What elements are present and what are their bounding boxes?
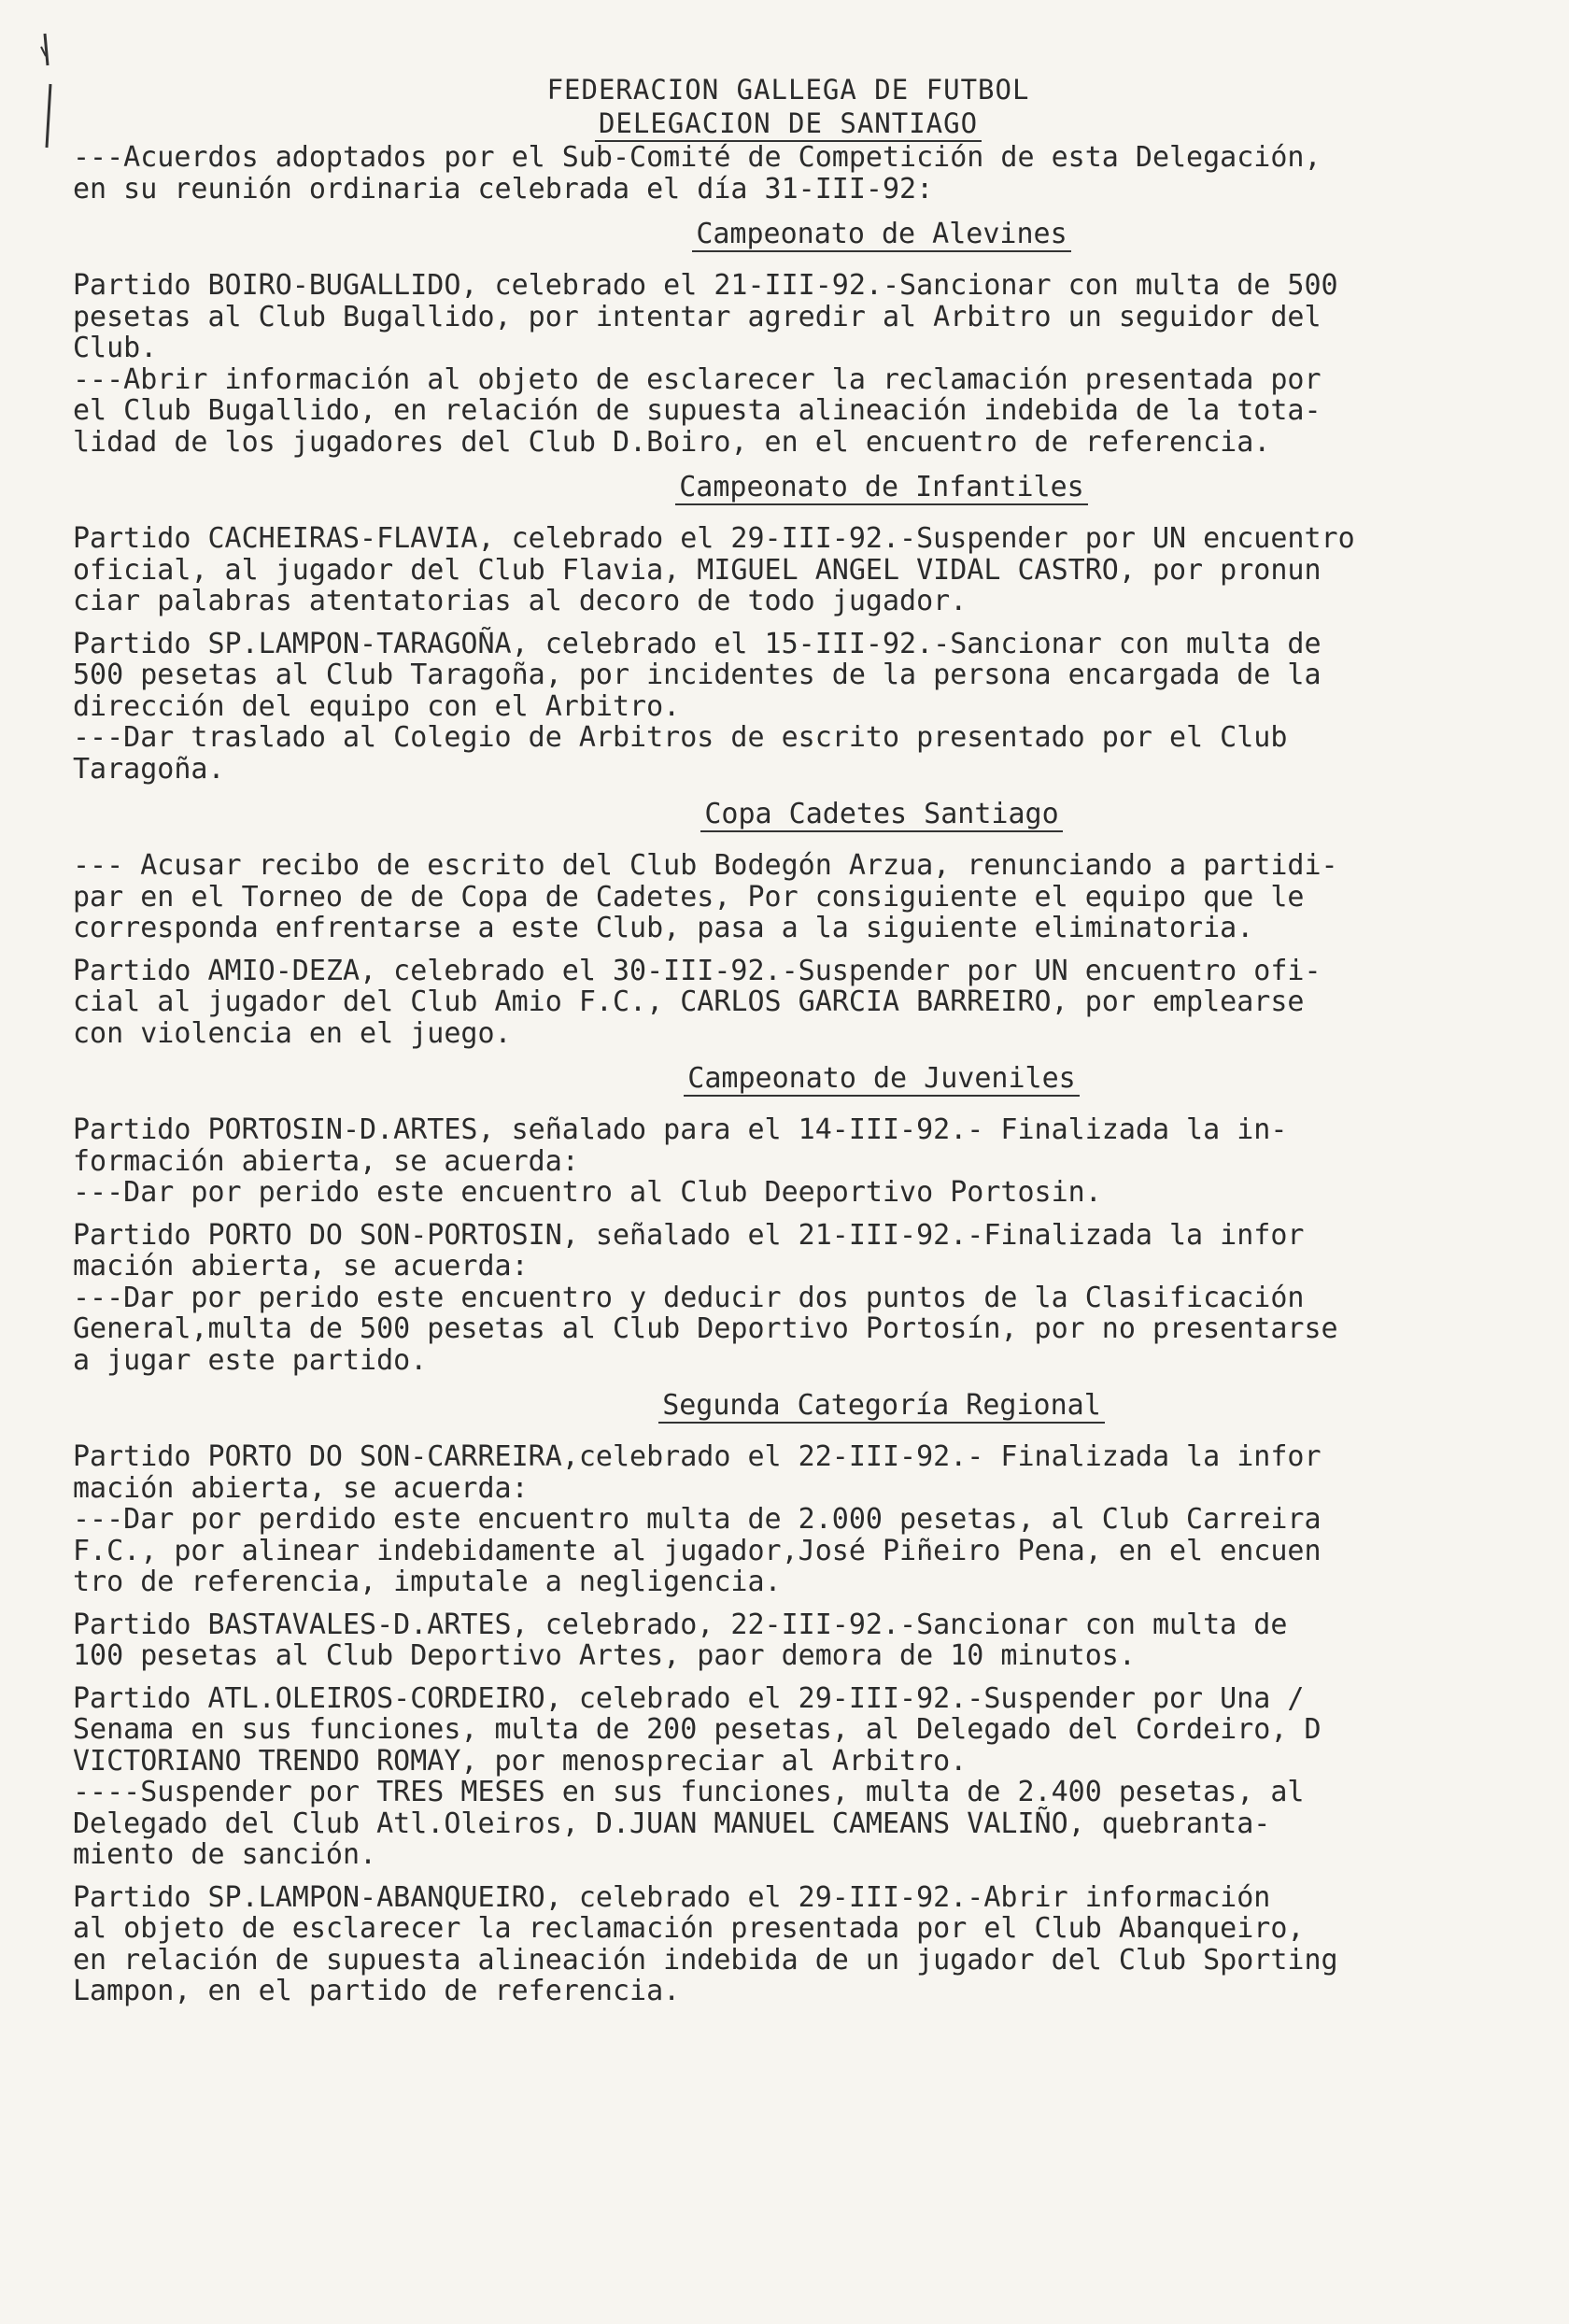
paragraph-infantiles-1: Partido CACHEIRAS-FLAVIA, celebrado el 29-III-92.-Suspender por UN encuentro oficial, al jugador del Club Flavia, MIGUEL ANGEL VIDAL CASTRO, por pronun ciar palabras atentatorias al decoro de todo jugador. bbox=[73, 522, 1355, 617]
section-title-alevines: Campeonato de Alevines bbox=[260, 218, 1504, 251]
paragraph-juveniles-1: Partido PORTOSIN-D.ARTES, señalado para el 14-III-92.- Finalizada la in- formación abierta, se acuerda: ---Dar por perido este encuentro al Club Deeportivo Portosin. bbox=[73, 1113, 1288, 1209]
paragraph-segunda-1: Partido PORTO DO SON-CARREIRA,celebrado el 22-III-92.- Finalizada la infor mación abierta, se acuerda: ---Dar por perdido este encuentro multa de 2.000 pesetas, al Club Carreira F.C., por alinear indebidamente al jugador,José Piñeiro Pena, en el encuen tro de referencia, imputale a negligencia. bbox=[73, 1440, 1322, 1598]
header-line-2: DELEGACION DE SANTIAGO bbox=[595, 106, 982, 142]
paragraph-cadetes-2: Partido AMIO-DEZA, celebrado el 30-III-92.-Suspender por UN encuentro ofi- cial al jugador del Club Amio F.C., CARLOS GARCIA BARREIRO, por emplearse con violencia en el juego. bbox=[73, 954, 1322, 1050]
section-title-juveniles: Campeonato de Juveniles bbox=[260, 1062, 1504, 1096]
intro-text: ---Acuerdos adoptados por el Sub-Comité de Competición de esta Delegación, en su reunión ordinaria celebrada el día 31-III-92: bbox=[73, 141, 1322, 205]
header-line-1: FEDERACION GALLEGA DE FUTBOL bbox=[546, 74, 1030, 106]
paragraph-alevines-1: Partido BOIRO-BUGALLIDO, celebrado el 21-III-92.-Sancionar con multa de 500 pesetas al Club Bugallido, por intentar agredir al Arbitro un seguidor del Club. ---Abrir información al objeto de esclarecer la reclamación presentada por el Club Bugallido, en relación de supuesta alineación indebida de la tota- lidad de los jugadores del Club D.Boiro, en el encuentro de referencia. bbox=[73, 269, 1338, 459]
paragraph-cadetes-1: --- Acusar recibo de escrito del Club Bodegón Arzua, renunciando a partidi- par en el Torneo de de Copa de Cadetes, Por consiguiente el equipo que le corresponda enfrentarse a este Club, pasa a la siguiente eliminatoria. bbox=[73, 849, 1338, 944]
pen-mark bbox=[39, 28, 58, 149]
paragraph-juveniles-2: Partido PORTO DO SON-PORTOSIN, señalado el 21-III-92.-Finalizada la infor mación abierta, se acuerda: ---Dar por perido este encuentro y deducir dos puntos de la Clasificación General,multa de 500 pesetas al Club Deportivo Portosín, por no presentarse a jugar este partido. bbox=[73, 1218, 1338, 1377]
letterhead bbox=[73, 73, 1504, 142]
section-title-segunda-regional: Segunda Categoría Regional bbox=[260, 1389, 1504, 1423]
paragraph-infantiles-2: Partido SP.LAMPON-TARAGOÑA, celebrado el 15-III-92.-Sancionar con multa de 500 pesetas al Club Taragoña, por incidentes de la persona encargada de la dirección del equipo con el Arbitro. ---Dar traslado al Colegio de Arbitros de escrito presentado por el Club Taragoña. bbox=[73, 627, 1322, 786]
section-title-cadetes: Copa Cadetes Santiago bbox=[260, 798, 1504, 831]
section-title-infantiles: Campeonato de Infantiles bbox=[260, 471, 1504, 504]
paragraph-segunda-4: Partido SP.LAMPON-ABANQUEIRO, celebrado el 29-III-92.-Abrir información al objeto de esclarecer la reclamación presentada por el Club Abanqueiro, en relación de supuesta alineación indebida de un jugador del Club Sporting Lampon, en el partido de referencia. bbox=[73, 1880, 1338, 2007]
paragraph-segunda-3: Partido ATL.OLEIROS-CORDEIRO, celebrado el 29-III-92.-Suspender por Una / Senama en sus funciones, multa de 200 pesetas, al Delegado del Cordeiro, D VICTORIANO TRENDO ROMAY, por menospreciar al Arbitro. ----Suspender por TRES MESES en sus funciones, multa de 2.400 pesetas, al Delegado del Club Atl.Oleiros, D.JUAN MANUEL CAMEANS VALIÑO, quebranta- miento de sanción. bbox=[73, 1681, 1322, 1871]
paragraph-segunda-2: Partido BASTAVALES-D.ARTES, celebrado, 22-III-92.-Sancionar con multa de 100 pesetas al Club Deportivo Artes, paor demora de 10 minutos. bbox=[73, 1608, 1288, 1672]
